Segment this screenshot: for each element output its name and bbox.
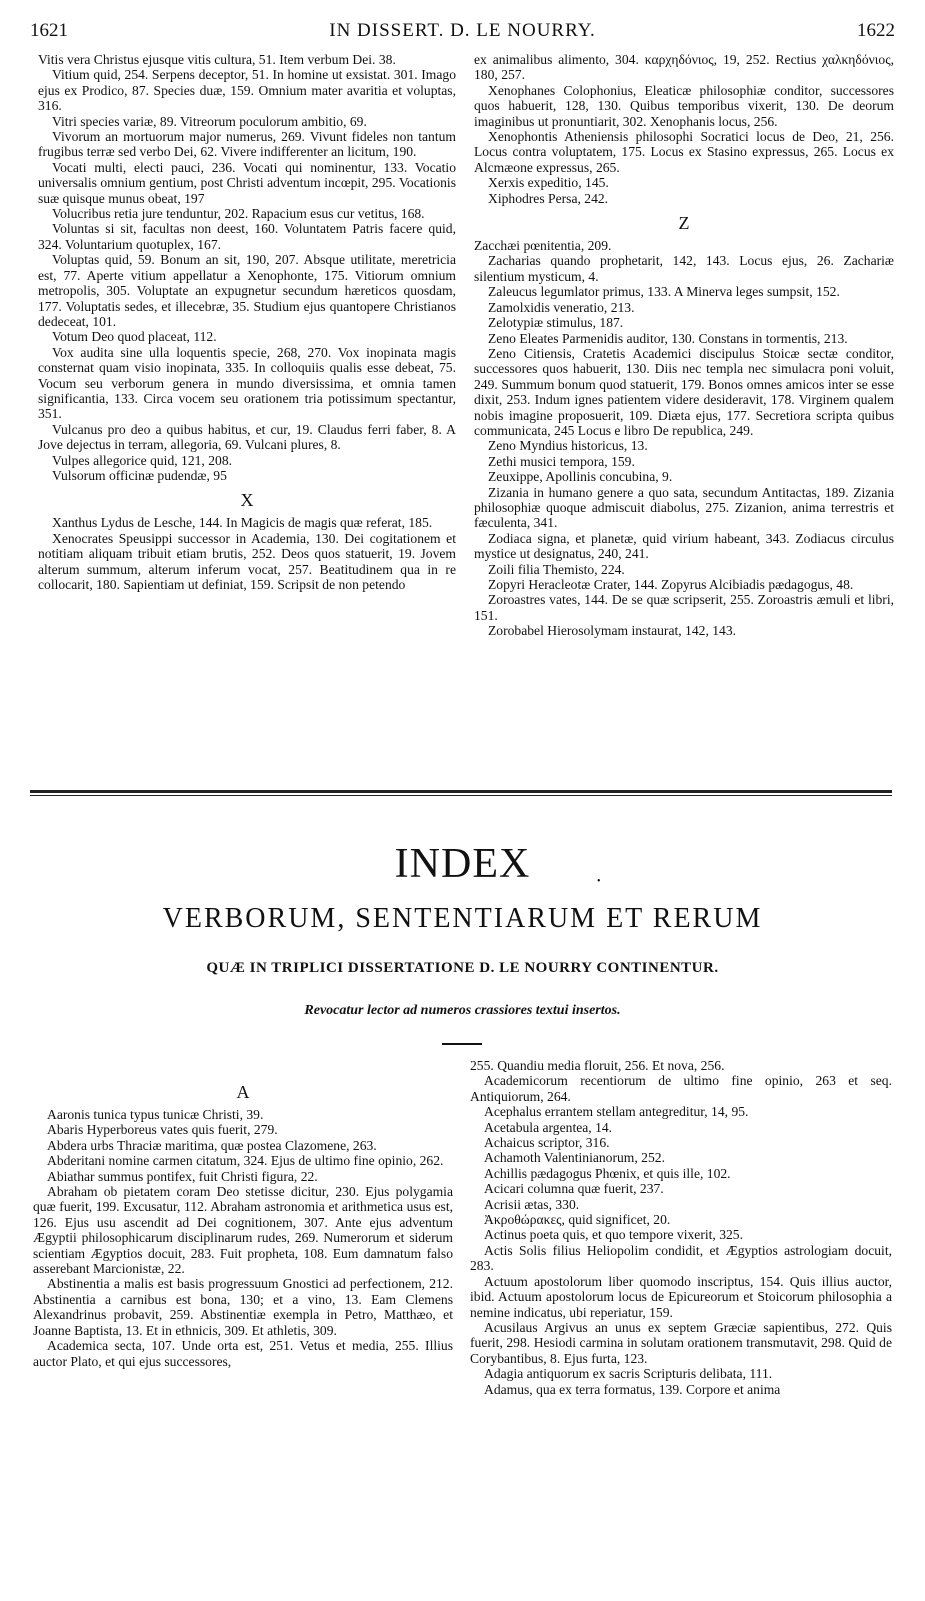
bottom-left-column	[33, 1075, 453, 1369]
index-entry: Acephalus errantem stellam antegreditur, 14, 95.	[484, 1104, 749, 1120]
index-entry: Actuum apostolorum liber quomodo inscriptus, 154. Quis illius auctor, ibid. Actuum apostolorum locus de Epicureorum et Stoicorum philosophia a nemine indicatus, ubi reperiatur, 159.	[470, 1273, 892, 1320]
section-letter: X	[240, 490, 254, 511]
index-entry: Xanthus Lydus de Lesche, 144. In Magicis de magis quæ referat, 185.	[52, 515, 433, 531]
index-entry: Achillis pædagogus Phœnix, et quis ille, 102.	[484, 1165, 731, 1181]
index-subtitle-secondary: QUÆ IN TRIPLICI DISSERTATIONE D. LE NOURRY CONTINENTUR.	[206, 960, 719, 976]
index-entry: Abiathar summus pontifex, fuit Christi figura, 22.	[47, 1168, 318, 1184]
index-entry: Vitis vera Christus ejusque vitis cultura, 51. Item verbum Dei. 38.	[38, 52, 396, 67]
index-entry: Abderitani nomine carmen citatum, 324. Ejus de ultimo fine opinio, 262.	[47, 1153, 444, 1169]
section-letter: A	[236, 1082, 250, 1102]
index-title: INDEX	[394, 841, 531, 887]
index-entry: Xenophontis Atheniensis philosophi Socratici locus de Deo, 21, 256. Locus contra voluptatem, 175. Locus ex Stasino expressus, 265. Locus ex Alcmæone expressus, 265.	[474, 129, 894, 175]
index-entry: Xenophanes Colophonius, Eleaticæ philosophiæ conditor, successores quos habuerit, 128, 130. Quibus temporibus vixerit, 130. De deorum imaginibus ut pronuntiarit, 302. Xenophanis locus, 256.	[474, 82, 894, 129]
index-note: Revocatur lector ad numeros crassiores textui insertos.	[304, 1003, 621, 1018]
index-entry: Zoroastres vates, 144. De se quæ scripserit, 255. Zoroastris æmuli et libri, 151.	[474, 592, 894, 623]
page-number-right: 1622	[857, 20, 895, 41]
index-entry: Vox audita sine ulla loquentis specie, 268, 270. Vox inopinata magis consternat quam visio inopinata, 335. In colloquiis qualis esse debeat, 75. Vocum seu verborum genera in mundo diversissima, et omnia tamen significantia, 133. Circa vocem seu orationem tria potissimum spectantur, 351.	[38, 344, 456, 422]
bottom-right-column	[470, 1058, 892, 1397]
top-right-column	[474, 52, 894, 639]
index-entry: Zorobabel Hierosolymam instaurat, 142, 143.	[488, 623, 737, 639]
index-entry: Zelotypiæ stimulus, 187.	[488, 315, 624, 331]
index-entry: Voluntas si sit, facultas non deest, 160. Voluntatem Patris facere quid, 324. Voluntarium quotuplex, 167.	[38, 221, 456, 252]
index-entry: Vulpes allegorice quid, 121, 208.	[52, 452, 233, 468]
index-entry: Abaris Hyperboreus vates quis fuerit, 279.	[47, 1122, 278, 1138]
index-entry: Actis Solis filius Heliopolim condidit, et Ægyptios astrologiam docuit, 283.	[470, 1242, 892, 1274]
index-entry: Adamus, qua ex terra formatus, 139. Corpore et anima	[484, 1381, 781, 1397]
index-entry: Abstinentia a malis est basis progressuum Gnostici ad perfectionem, 212. Abstinentia a carnibus est bona, 130; et a vino, 13. Eam Clemens Alexandrinus probavit, 259. Abstinentiæ exempla in Petro, Matthæo, et Joanne Baptista, 13. Et in ethnicis, 309. Et athletis, 309.	[33, 1276, 453, 1338]
index-entry: Zeno Eleates Parmenidis auditor, 130. Constans in tormentis, 213.	[488, 330, 848, 346]
index-entry: ex animalibus alimento, 304. καρχηδόνιος, 19, 252. Rectius χαλκηδόνιος, 180, 257.	[474, 52, 894, 83]
index-entry: Zeuxippe, Apollinis concubina, 9.	[488, 469, 673, 485]
index-entry: Acetabula argentea, 14.	[484, 1119, 613, 1135]
index-entry: Votum Deo quod placeat, 112.	[52, 329, 217, 345]
index-entry: Zodiaca signa, et planetæ, quid virium habeant, 343. Zodiacus circulus mystice ut designatus, 240, 241.	[474, 530, 894, 562]
index-entry: Voluptas quid, 59. Bonum an sit, 190, 207. Absque utilitate, meretricia est, 77. Aperte vitium appellatur a Xenophonte, 175. Vitiorum omnium metropolis, 305. Voluptate an expugnetur secundum hæreticos quosdam, 177. Voluptatis sedes, et illecebræ, 35. Studium ejus quantopere Christianos dedeceat, 101.	[38, 252, 456, 329]
index-entry: Aaronis tunica typus tunicæ Christi, 39.	[47, 1107, 264, 1122]
index-entry: Academica secta, 107. Unde orta est, 251. Vetus et media, 255. Illius auctor Plato, et qui ejus successores,	[33, 1338, 453, 1369]
index-entry: Abraham ob pietatem coram Deo stetisse dicitur, 230. Ejus polygamia quæ fuerit, 199. Excusatur, 112. Abraham astronomia et arithmetica usus est, 126. Ejus usu ascendit ad Dei cognitionem, 307. Ante ejus adventum Ægyptii philosophicarum disciplinarum rudes, 269. Numerorum et siderum scientiam Ægyptios docuit, 283. Fuit propheta, 108. Eum damnatum falso asserebant Marcionistæ, 22.	[33, 1184, 453, 1277]
index-entry: Zeno Myndius historicus, 13.	[488, 438, 648, 454]
index-entry: Zacharias quando prophetarit, 142, 143. Locus ejus, 26. Zachariæ silentium mysticum, 4.	[474, 253, 894, 284]
index-entry: Abdera urbs Thraciæ maritima, quæ postea Clazomene, 263.	[47, 1137, 377, 1153]
top-left-column	[38, 52, 456, 592]
index-entry: Zeno Citiensis, Cratetis Academici discipulus Stoicæ sectæ conditor, successores quos habuerit, 130. Diis nec templa nec simulacra poni voluit, 249. Summum bonum quod statuerit, 179. Bonos omnes amicos inter se esse dixit, 253. Indum ignes patientem videre desideravit, 178. Virginem qualem nobis imagine proposuerit, 109. Diæta ejus, 177. Secretiora scripta quibus communicata, 245 Locus e libro De republica, 249.	[474, 345, 894, 438]
running-title: IN DISSERT. D. LE NOURRY.	[329, 20, 596, 41]
separator-dash	[442, 1043, 482, 1045]
index-entry: Vitri species variæ, 89. Vitreorum poculorum ambitio, 69.	[52, 113, 367, 129]
section-rule-thin	[30, 795, 892, 796]
index-entry: Zethi musici tempora, 159.	[488, 453, 635, 469]
index-entry: Zizania in humano genere a quo sata, secundum Antitactas, 189. Zizania philosophiæ quoque admiscuit diabolus, 275. Zizanion, anima terrestris et fæculenta, 341.	[474, 484, 894, 531]
index-entry: Achamoth Valentinianorum, 252.	[484, 1150, 665, 1166]
index-entry: Vulsorum officinæ pudendæ, 95	[52, 467, 227, 483]
index-entry: Xiphodres Persa, 242.	[488, 190, 609, 206]
section-letter: Z	[678, 213, 690, 234]
index-entry: Zamolxidis veneratio, 213.	[488, 299, 635, 315]
page-number-left: 1621	[30, 20, 68, 41]
index-entry: Vitium quid, 254. Serpens deceptor, 51. In homine ut exsistat. 301. Imago ejus ex Prodico, 87. Species duæ, 159. Omnium mater avaritia et voluptas, 316.	[38, 67, 456, 114]
index-entry: Achaicus scriptor, 316.	[484, 1135, 610, 1151]
index-entry: Zopyri Heracleotæ Crater, 144. Zopyrus Alcibiadis pædagogus, 48.	[488, 577, 854, 592]
index-entry: Adagia antiquorum ex sacris Scripturis delibata, 111.	[484, 1366, 773, 1382]
index-entry: Zaleucus legumlator primus, 133. A Minerva leges sumpsit, 152.	[488, 284, 840, 300]
index-entry: Vocati multi, electi pauci, 236. Vocati qui nominentur, 133. Vocatio universalis omnium gentium, post Christi adventum incœpit, 295. Vocationis suæ quisque munus obeat, 197	[38, 159, 456, 206]
index-entry: 255. Quandiu media floruit, 256. Et nova, 256.	[470, 1058, 725, 1073]
index-entry: Volucribus retia jure tenduntur, 202. Rapacium esus cur vetitus, 168.	[52, 206, 425, 222]
running-header	[30, 20, 895, 44]
index-entry: Acicari columna quæ fuerit, 237.	[484, 1181, 664, 1197]
index-entry: Xerxis expeditio, 145.	[488, 175, 609, 191]
index-entry: Acusilaus Argivus an unus ex septem Græciæ sapientibus, 272. Quis fuerit, 298. Hesiodi carmina in solutam orationem transmutavit, 298. Quid de Corybantibus, 8. Ejus furta, 123.	[470, 1319, 892, 1366]
index-entry: Vivorum an mortuorum major numerus, 269. Vivunt fideles non tantum frugibus terræ sed verbo Dei, 62. Vivere indifferenter an licitum, 190.	[38, 129, 456, 160]
ornament-mark: •	[597, 876, 601, 887]
index-entry: Xenocrates Speusippi successor in Academia, 130. Dei cogitationem et notitiam aliquam tribuit etiam brutis, 252. Deos quos statuerit, 19. Jovem alterum summum, alterum inferum vocat, 257. Beatitudinem qua in re collocarit, 180. Sapientiam ut definiat, 159. Scripsit de non petendo	[38, 530, 456, 592]
index-entry: Academicorum recentiorum de ultimo fine opinio, 263 et seq. Antiquiorum, 264.	[470, 1073, 892, 1104]
section-rule	[30, 790, 892, 793]
index-subtitle: VERBORUM, SENTENTIARUM ET RERUM	[162, 903, 763, 934]
index-entry: Zoili filia Themisto, 224.	[488, 561, 625, 577]
index-entry: Ἀκροθώρακες, quid significet, 20.	[484, 1212, 671, 1228]
index-entry: Actinus poeta quis, et quo tempore vixerit, 325.	[484, 1227, 743, 1243]
index-entry: Zacchæi pœnitentia, 209.	[474, 238, 612, 254]
index-entry: Acrisii ætas, 330.	[484, 1196, 580, 1212]
index-entry: Vulcanus pro deo a quibus habitus, et cur, 19. Claudus ferri faber, 8. A Jove dejectus in terram, allegoria, 69. Vulcani plures, 8.	[38, 421, 456, 453]
